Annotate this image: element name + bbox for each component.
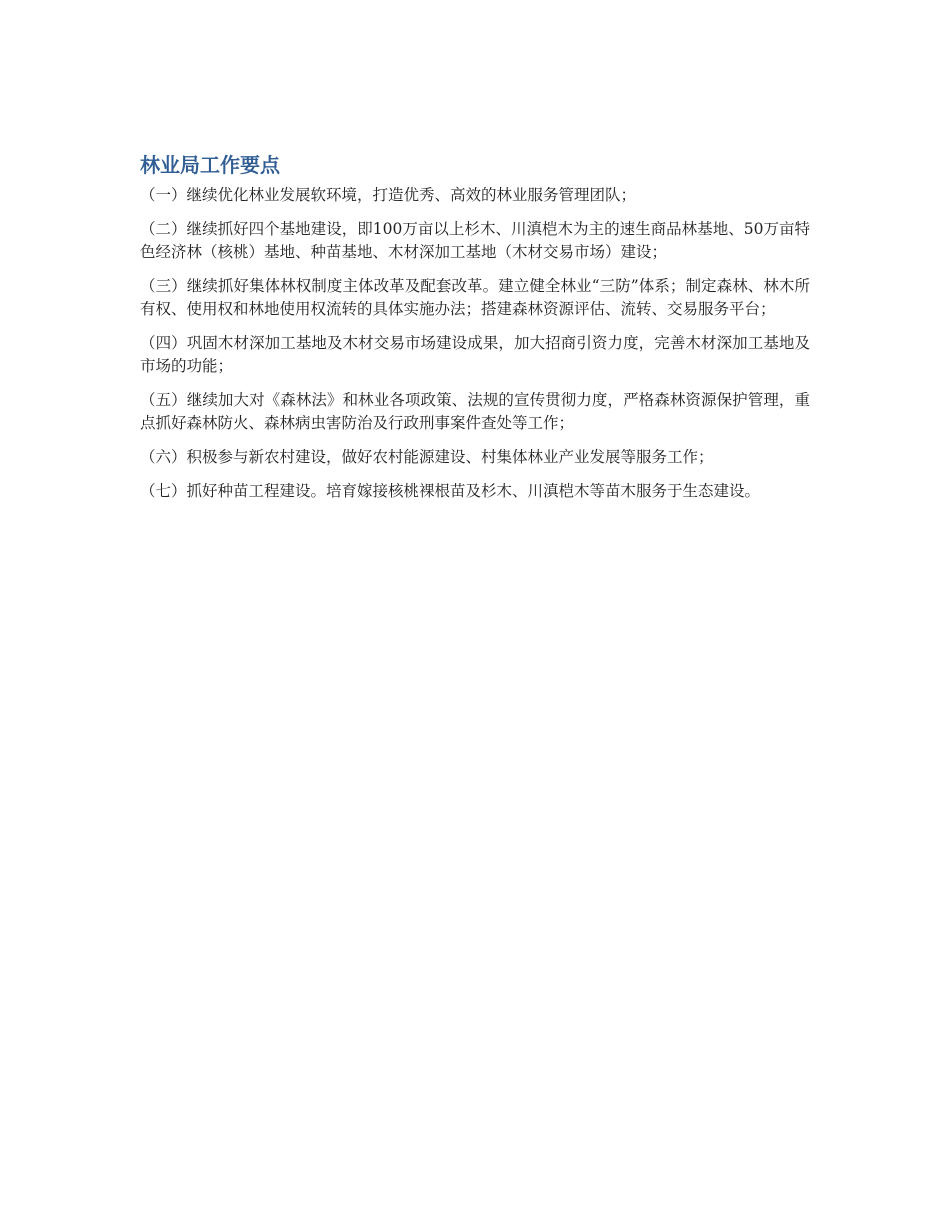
paragraph-3: （三）继续抓好集体林权制度主体改革及配套改革。建立健全林业“三防”体系；制定森林、林木所有权、使用权和林地使用权流转的具体实施办法；搭建森林资源评估、流转、交易服务平台； — [140, 277, 810, 318]
document-title: 林业局工作要点 — [140, 153, 280, 177]
paragraph-2: （二）继续抓好四个基地建设，即100万亩以上杉木、川滇桤木为主的速生商品林基地、50万亩特色经济林（核桃）基地、种苗基地、木材深加工基地（木材交易市场）建设； — [140, 220, 810, 261]
paragraph-5: （五）继续加大对《森林法》和林业各项政策、法规的宣传贯彻力度，严格森林资源保护管理，重点抓好森林防火、森林病虫害防治及行政刑事案件查处等工作； — [140, 391, 810, 432]
paragraph-6: （六）积极参与新农村建设，做好农村能源建设、村集体林业产业发展等服务工作； — [140, 448, 714, 466]
paragraph-7: （七）抓好种苗工程建设。培育嫁接核桃裸根苗及杉木、川滇桤木等苗木服务于生态建设。 — [140, 482, 761, 500]
paragraph-4: （四）巩固木材深加工基地及木材交易市场建设成果，加大招商引资力度，完善木材深加工基地及市场的功能； — [140, 334, 810, 375]
document-page — [140, 150, 810, 514]
paragraph-1: （一）继续优化林业发展软环境，打造优秀、高效的林业服务管理团队； — [140, 186, 637, 204]
